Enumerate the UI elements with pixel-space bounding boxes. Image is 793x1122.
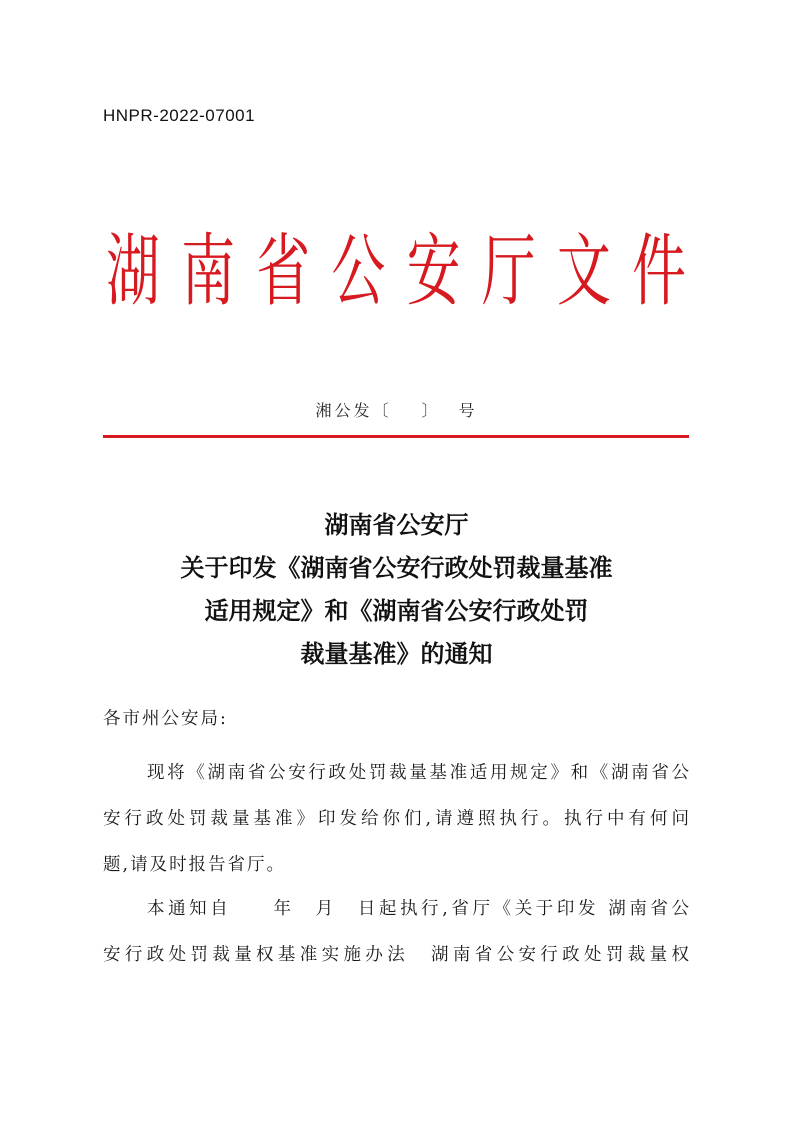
masthead-title	[103, 222, 689, 322]
document-number-close-bracket: 〕	[421, 401, 441, 420]
title-line: 关于印发《湖南省公安行政处罚裁量基准	[180, 553, 613, 582]
masthead-char: 省	[256, 225, 311, 317]
salutation: 各市州公安局:	[103, 709, 228, 729]
document-code: HNPR-2022-07001	[103, 106, 256, 125]
masthead-char: 件	[631, 225, 686, 317]
masthead-char: 公	[331, 225, 386, 317]
paragraph-2-line: 安行政处罚裁量权基准实施办法 湖南省公安行政处罚裁量权	[103, 945, 689, 965]
document-number-open-bracket: 〔	[372, 401, 392, 420]
title-line: 适用规定》和《湖南省公安行政处罚	[204, 596, 589, 625]
red-divider-line	[103, 435, 689, 438]
paragraph-1-line: 安行政处罚裁量基准》印发给你们,请遵照执行。执行中有何问	[103, 809, 689, 829]
document-number-suffix: 号	[458, 401, 478, 420]
paragraph-2-line: 本通知自 年 月 日起执行,省厅《关于印发 湖南省公	[147, 899, 689, 919]
masthead-char: 安	[406, 225, 461, 317]
masthead-char: 厅	[481, 225, 536, 317]
paragraph-1-line: 题,请及时报告省厅。	[103, 855, 287, 875]
paragraph-1-line: 现将《湖南省公安行政处罚裁量基准适用规定》和《湖南省公	[147, 763, 689, 783]
title-line: 裁量基准》的通知	[300, 639, 493, 668]
document-number	[0, 398, 793, 421]
document-number-prefix: 湘公发	[315, 401, 373, 420]
masthead-char: 湖	[106, 225, 160, 317]
document-title	[0, 503, 793, 675]
masthead-char: 南	[181, 225, 236, 317]
masthead-char: 文	[556, 225, 611, 317]
title-line: 湖南省公安厅	[324, 510, 469, 539]
